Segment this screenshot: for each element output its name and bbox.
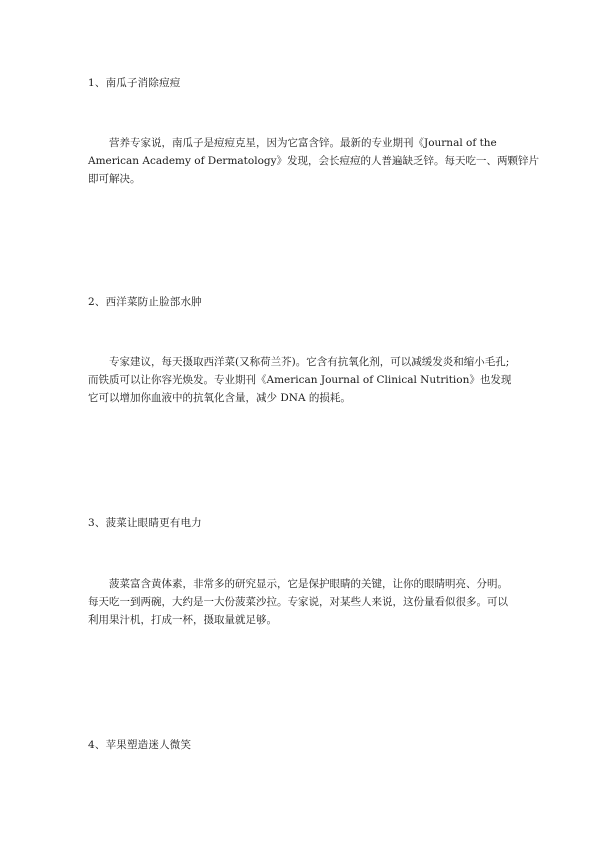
- section-2-line-1: 专家建议，每天摄取西洋菜(又称荷兰芥)。它含有抗氧化剂，可以减缓发炎和缩小毛孔;: [109, 356, 510, 368]
- section-2-heading: 2、西洋菜防止脸部水肿: [88, 296, 202, 308]
- section-2-paragraph: [88, 353, 518, 407]
- section-3-line-3: 利用果汁机，打成一杯，摄取量就足够。: [88, 614, 277, 626]
- section-2-line-3: 它可以增加你血液中的抗氧化含量，减少 DNA 的损耗。: [88, 392, 351, 404]
- section-1-paragraph: [88, 134, 540, 188]
- section-1-heading: 1、南瓜子消除痘痘: [88, 77, 181, 89]
- section-2-line-2: 而铁质可以让你容光焕发。专业期刊《American Journal of Clinical Nutrition》也发现: [88, 374, 512, 386]
- section-3-heading: 3、菠菜让眼睛更有电力: [88, 517, 202, 529]
- section-1-line-3: 即可解决。: [88, 173, 141, 185]
- section-3-line-2: 每天吃一到两碗，大约是一大份菠菜沙拉。专家说，对某些人来说，这份量看似很多。可以: [88, 596, 508, 608]
- section-3-line-1: 菠菜富含黄体素，非常多的研究显示，它是保护眼睛的关键，让你的眼睛明亮、分明。: [109, 578, 508, 590]
- section-1-line-1: 营养专家说，南瓜子是痘痘克星，因为它富含锌。最新的专业期刊《Journal of the: [109, 137, 497, 149]
- section-4-heading: 4、苹果塑造迷人微笑: [88, 739, 192, 751]
- section-1-line-2: American Academy of Dermatology》发现，会长痘痘的人普遍缺乏锌。每天吃一、两颗锌片: [88, 155, 540, 167]
- section-3-paragraph: [88, 575, 518, 629]
